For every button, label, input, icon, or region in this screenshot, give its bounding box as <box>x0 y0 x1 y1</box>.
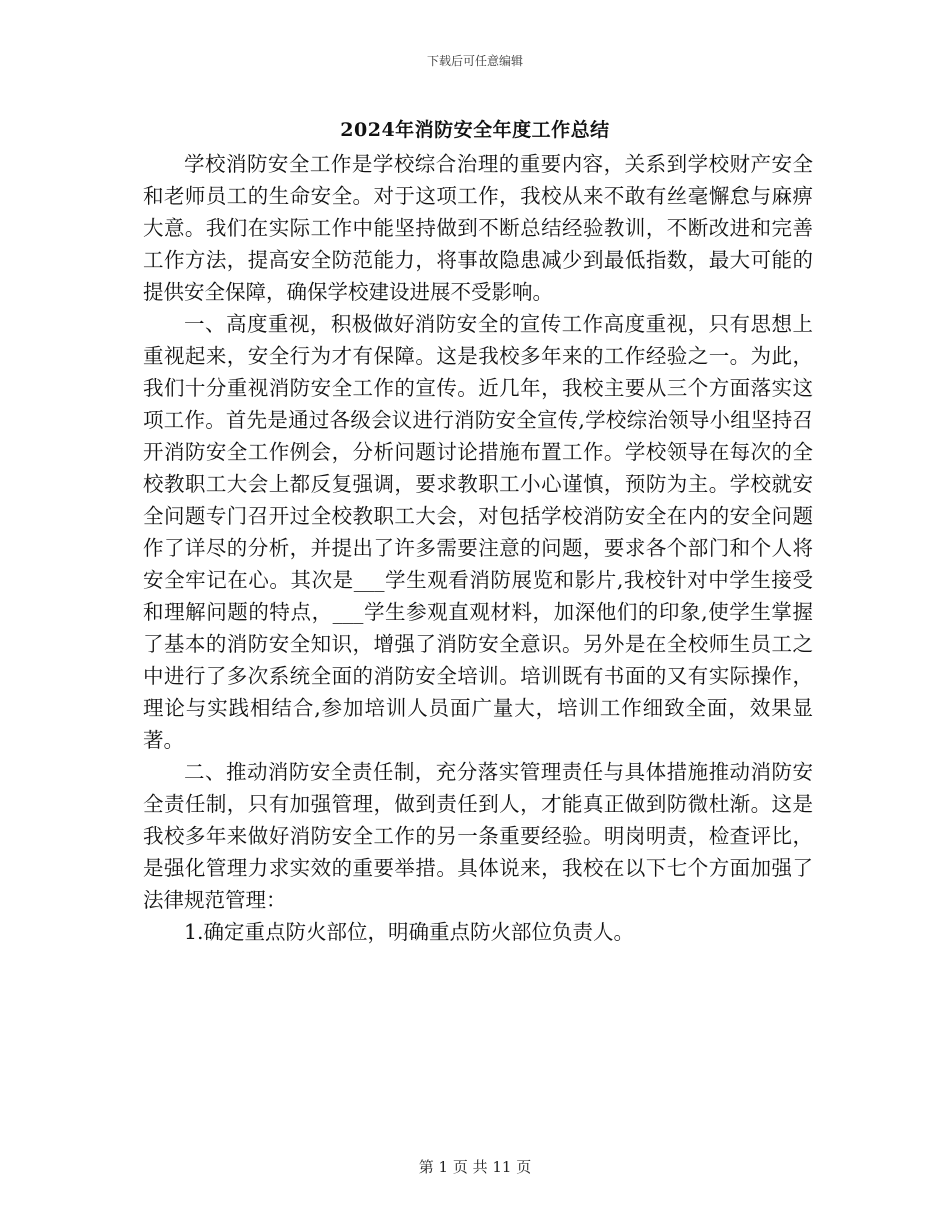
page-header: 下载后可任意编辑 <box>426 54 523 68</box>
page-number-footer: 第 1 页 共 11 页 <box>418 1158 532 1176</box>
document-body <box>143 148 813 948</box>
paragraph-section-1: 一、高度重视，积极做好消防安全的宣传工作高度重视，只有思想上重视起来，安全行为才有保障。这是我校多年来的工作经验之一。为此，我们十分重视消防安全工作的宣传。近几年，我校主要从三个方面落实这项工作。首先是通过各级会议进行消防安全宣传,学校综治领导小组坚持召开消防安全工作例会，分析问题讨论措施布置工作。学校领导在每次的全校教职工大会上都反复强调，要求教职工小心谨慎，预防为主。学校就安全问题专门召开过全校教职工大会，对包括学校消防安全在内的安全问题作了详尽的分析，并提出了许多需要注意的问题，要求各个部门和个人将安全牢记在心。其次是___学生观看消防展览和影片,我校针对中学生接受和理解问题的特点，___学生参观直观材料，加深他们的印象,使学生掌握了基本的消防安全知识，增强了消防安全意识。另外是在全校师生员工之中进行了多次系统全面的消防安全培训。培训既有书面的又有实际操作，理论与实践相结合,参加培训人员面广量大，培训工作细致全面，效果显著。 <box>143 312 813 752</box>
document-title: 2024年消防安全年度工作总结 <box>340 119 610 141</box>
paragraph-section-2: 二、推动消防安全责任制，充分落实管理责任与具体措施推动消防安全责任制，只有加强管理，做到责任到人，才能真正做到防微杜渐。这是我校多年来做好消防安全工作的另一条重要经验。明岗明责，检查评比，是强化管理力求实效的重要举措。具体说来，我校在以下七个方面加强了法律规范管理： <box>143 760 813 912</box>
paragraph-intro: 学校消防安全工作是学校综合治理的重要内容，关系到学校财产安全和老师员工的生命安全。对于这项工作，我校从来不敢有丝毫懈怠与麻痹大意。我们在实际工作中能坚持做到不断总结经验教训，不断改进和完善工作方法，提高安全防范能力，将事故隐患减少到最低指数，最大可能的提供安全保障，确保学校建设进展不受影响。 <box>143 152 813 304</box>
paragraph-item-1: 1.确定重点防火部位，明确重点防火部位负责人。 <box>184 920 635 944</box>
